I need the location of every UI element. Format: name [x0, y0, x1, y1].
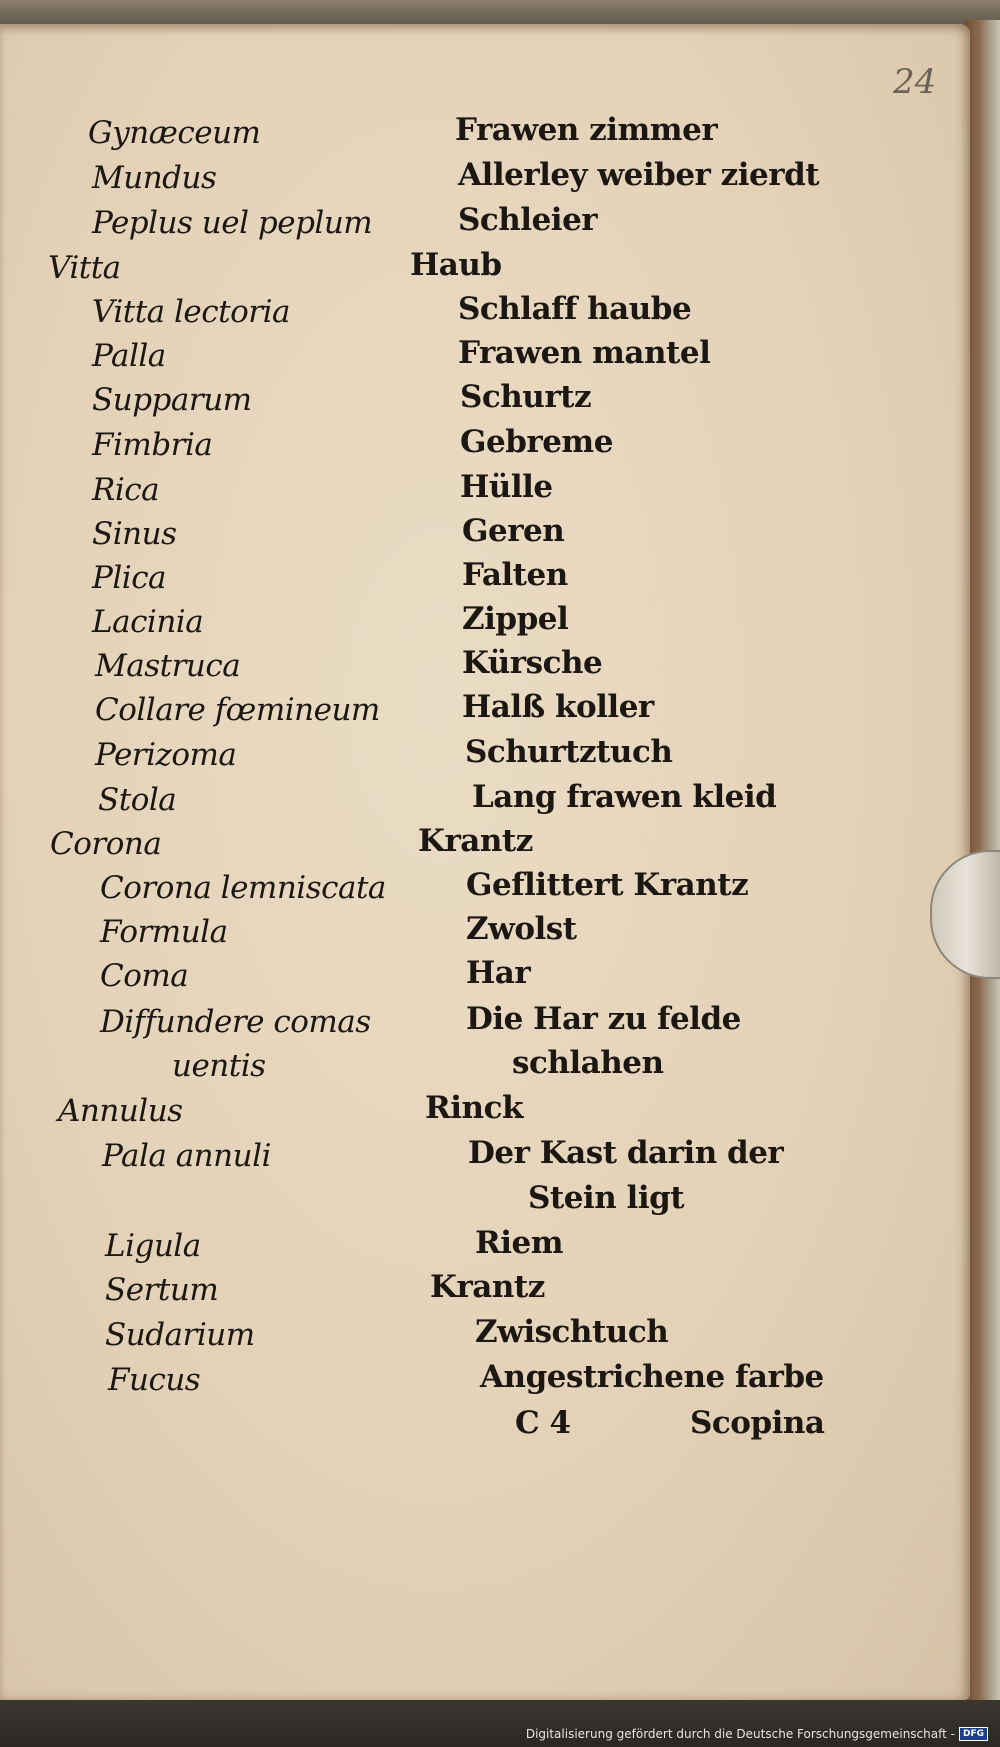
german-term: Stein ligt	[528, 1180, 685, 1216]
german-term: Krantz	[430, 1269, 545, 1305]
german-term: Kürsche	[462, 645, 603, 681]
latin-term: Formula	[100, 914, 228, 950]
latin-term: Supparum	[92, 382, 252, 418]
german-term: Geflittert Krantz	[466, 867, 749, 903]
german-term: Har	[466, 955, 531, 991]
latin-term: Vitta	[48, 250, 121, 286]
german-term: Zwischtuch	[475, 1314, 669, 1350]
latin-term: Pala annuli	[102, 1138, 271, 1174]
dfg-logo: DFG	[959, 1727, 988, 1741]
latin-term: Lacinia	[92, 604, 204, 640]
latin-term: Ligula	[105, 1228, 201, 1264]
german-term: Frawen zimmer	[455, 112, 718, 148]
german-term: Zwolst	[466, 911, 577, 947]
german-term: Angestrichene farbe	[480, 1359, 824, 1395]
latin-term: Perizoma	[95, 737, 237, 773]
latin-term: Sinus	[92, 516, 177, 552]
latin-term: Palla	[92, 338, 166, 374]
german-term: Schurtztuch	[465, 734, 673, 770]
german-term: Haub	[410, 247, 502, 283]
german-term: Schurtz	[460, 379, 592, 415]
signature-mark: C 4	[515, 1405, 571, 1441]
latin-term: Annulus	[58, 1093, 183, 1129]
german-term: Schleier	[458, 202, 598, 238]
latin-term: Sudarium	[105, 1317, 255, 1353]
latin-term: Corona	[50, 826, 162, 862]
latin-term: Collare fœmineum	[95, 692, 380, 728]
latin-term: Fucus	[108, 1362, 201, 1398]
german-term: schlahen	[512, 1045, 664, 1081]
german-term: Falten	[462, 557, 568, 593]
german-term: Halß koller	[462, 689, 654, 725]
latin-term: Plica	[92, 560, 167, 596]
latin-term: Vitta lectoria	[92, 294, 290, 330]
german-term: Die Har zu felde	[466, 1001, 741, 1037]
latin-term: Mastruca	[95, 648, 241, 684]
latin-term: Stola	[98, 782, 177, 818]
latin-term: uentis	[172, 1048, 266, 1084]
catchword: Scopina	[690, 1405, 825, 1441]
german-term: Geren	[462, 513, 565, 549]
latin-term: Coma	[100, 958, 189, 994]
german-term: Der Kast darin der	[468, 1135, 784, 1171]
german-term: Rinck	[425, 1090, 523, 1126]
latin-term: Gynæceum	[88, 115, 261, 151]
latin-term: Rica	[92, 472, 160, 508]
german-term: Allerley weiber zierdt	[458, 157, 820, 193]
german-term: Krantz	[418, 823, 533, 859]
digitization-credit	[526, 1727, 988, 1741]
german-term: Riem	[475, 1225, 564, 1261]
german-term: Schlaff haube	[458, 291, 692, 327]
german-term: Lang frawen kleid	[472, 779, 777, 815]
german-term: Gebreme	[460, 424, 613, 460]
latin-term: Corona lemniscata	[100, 870, 386, 906]
latin-term: Sertum	[105, 1272, 219, 1308]
latin-term: Mundus	[92, 160, 217, 196]
german-term: Hülle	[460, 469, 553, 505]
latin-term: Diffundere comas	[100, 1004, 371, 1040]
german-term: Zippel	[462, 601, 569, 637]
credit-text: Digitalisierung gefördert durch die Deutsche Forschungsgemeinschaft -	[525, 1727, 955, 1741]
latin-term: Peplus uel peplum	[92, 205, 373, 241]
german-term: Frawen mantel	[458, 335, 711, 371]
folio-number: 24	[893, 62, 937, 102]
latin-term: Fimbria	[92, 427, 213, 463]
